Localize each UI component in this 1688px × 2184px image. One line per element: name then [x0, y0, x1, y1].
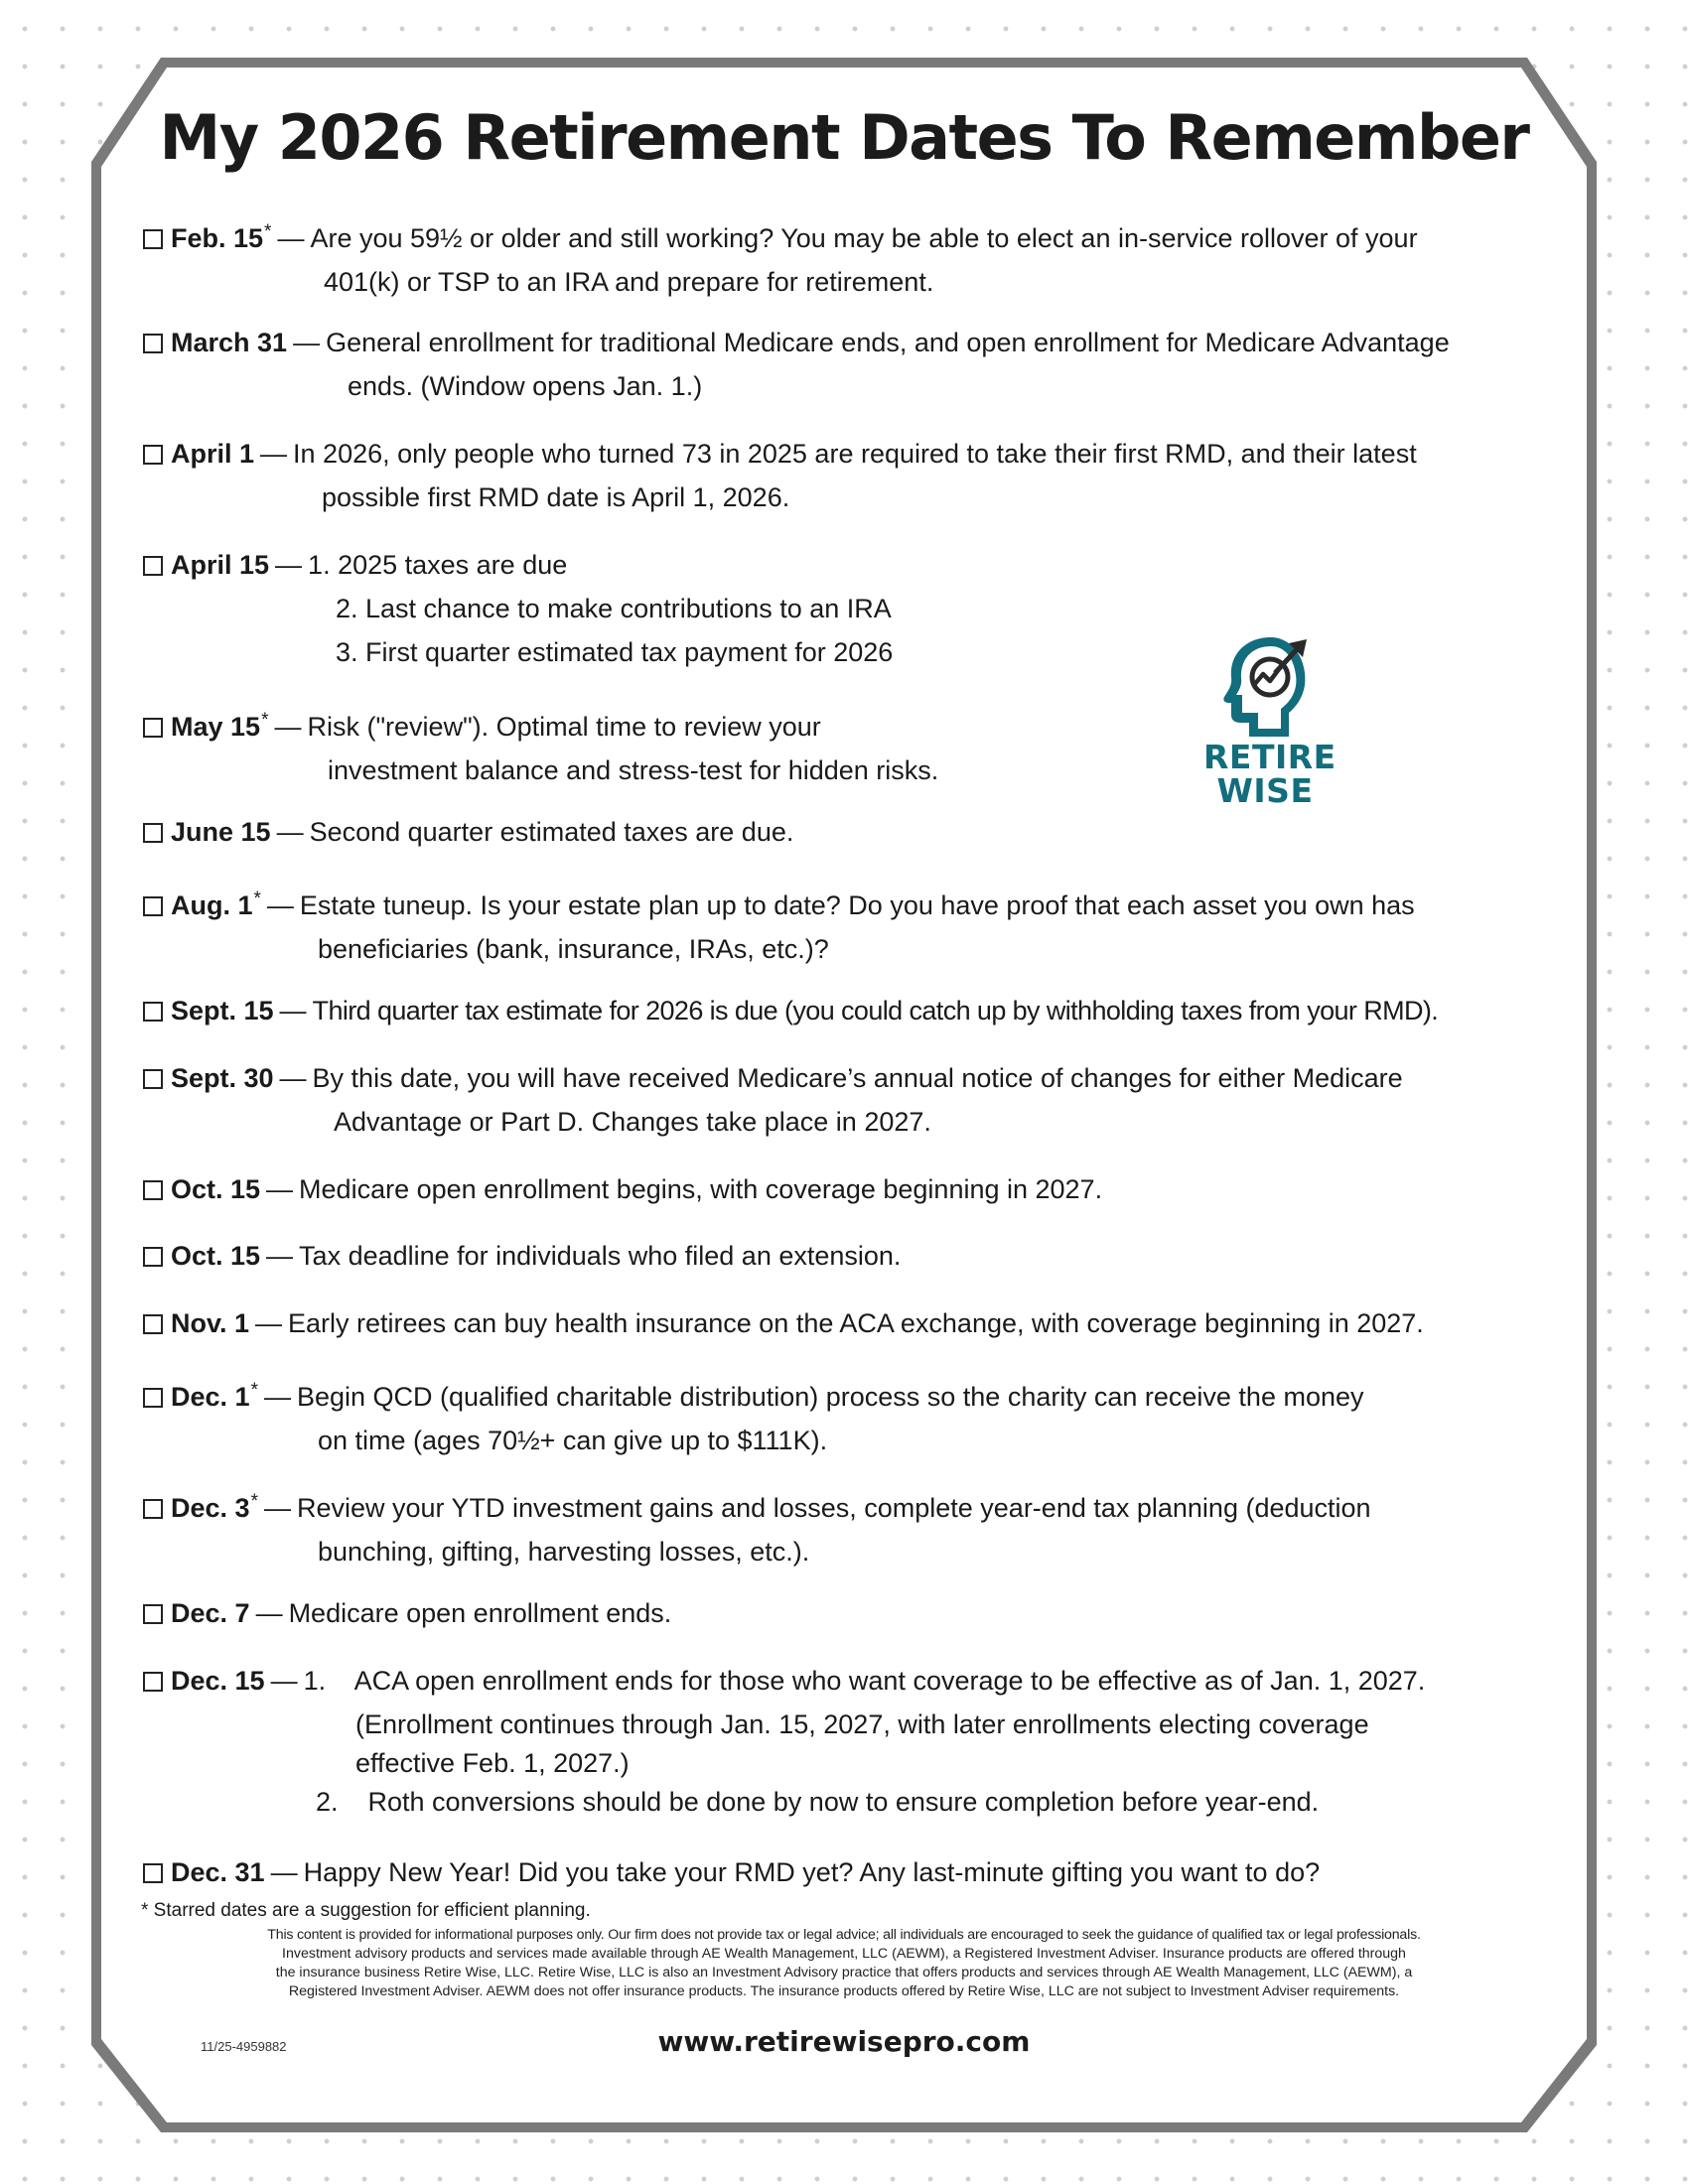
em-dash: — [266, 890, 294, 920]
entry-june-15 [143, 810, 1553, 854]
em-dash: — [275, 550, 303, 580]
entry-dec-7 [143, 1591, 1553, 1635]
entry-march-31 [143, 321, 1553, 408]
entry-text: ends. (Window opens Jan. 1.) [348, 371, 703, 401]
logo-text-retire: RETIRE [1203, 738, 1336, 776]
disclaimer-line: Registered Investment Adviser. AEWM does not offer insurance products. The insurance products offered by Retire Wise, LLC are not subject to Investment Adviser requirements. [288, 1983, 1400, 1999]
entry-text: Review your YTD investment gains and losses, complete year-end tax planning (deduction [296, 1493, 1371, 1523]
disclaimer [0, 1926, 1688, 2001]
entry-date: April 15 [171, 550, 270, 580]
entry-date: April 1 [171, 439, 255, 469]
entry-dec-1 [143, 1369, 1553, 1462]
checkbox-feb-15[interactable] [143, 229, 163, 249]
entry-text: 1. ACA open enrollment ends for those who want coverage to be effective as of Jan. 1, 2027. [303, 1666, 1426, 1696]
footnote: * Starred dates are a suggestion for efficient planning. [141, 1900, 591, 1921]
entry-text: (Enrollment continues through Jan. 15, 2027, with later enrollments electing coverage [355, 1709, 1369, 1739]
em-dash: — [270, 1666, 298, 1696]
entry-text: Early retirees can buy health insurance on the ACA exchange, with coverage beginning in 2027. [288, 1308, 1424, 1338]
star-marker: * [250, 1491, 258, 1512]
em-dash: — [270, 1857, 298, 1887]
entry-text: Medicare open enrollment ends. [288, 1598, 672, 1628]
retire-wise-logo [1203, 629, 1336, 810]
disclaimer-line: Investment advisory products and services made available through AE Wealth Management, LLC (AEWM), a Registered Investment Adviser. Insurance products are offered through [282, 1946, 1406, 1962]
em-dash: — [277, 223, 305, 253]
page-title: My 2026 Retirement Dates To Remember [159, 101, 1529, 174]
entry-text: By this date, you will have received Medicare’s annual notice of changes for either Medicare [312, 1063, 1403, 1093]
entry-text: Medicare open enrollment begins, with coverage beginning in 2027. [299, 1174, 1103, 1204]
star-marker: * [264, 221, 272, 242]
entry-dec-15 [143, 1659, 1553, 1824]
checkbox-march-31[interactable] [143, 334, 163, 353]
entry-text: Are you 59½ or older and still working? You may be able to elect an in-service rollover of your [310, 223, 1418, 253]
disclaimer-line: the insurance business Retire Wise, LLC. Retire Wise, LLC is also an Investment Advisory practice that offers products and services through AE Wealth Management, LLC (AEWM), a [275, 1965, 1413, 1980]
em-dash: — [276, 817, 304, 847]
em-dash: — [293, 328, 321, 357]
em-dash: — [279, 996, 307, 1025]
entry-text: Third quarter tax estimate for 2026 is due (you could catch up by withholding taxes from your RMD). [312, 996, 1439, 1025]
entry-text: possible first RMD date is April 1, 2026. [322, 482, 790, 512]
entry-text: Happy New Year! Did you take your RMD yet? Any last-minute gifting you want to do? [303, 1857, 1321, 1887]
entry-text: Estate tuneup. Is your estate plan up to date? Do you have proof that each asset you own has [299, 890, 1415, 920]
entry-date: Dec. 1 [171, 1382, 250, 1412]
entry-text: Risk ("review"). Optimal time to review your [307, 712, 821, 742]
entry-text: 1. 2025 taxes are due [308, 550, 568, 580]
star-marker: * [253, 888, 261, 909]
checkbox-dec-3[interactable] [143, 1499, 163, 1519]
checkbox-april-15[interactable] [143, 556, 163, 576]
entry-aug-1 [143, 878, 1553, 971]
entry-text: on time (ages 70½+ can give up to $111K). [318, 1426, 828, 1455]
entry-text: In 2026, only people who turned 73 in 2025 are required to take their first RMD, and their latest [293, 439, 1417, 469]
checkbox-april-1[interactable] [143, 445, 163, 465]
checkbox-aug-1[interactable] [143, 896, 163, 916]
checkbox-may-15[interactable] [143, 718, 163, 738]
checkbox-dec-31[interactable] [143, 1863, 163, 1883]
em-dash: — [279, 1063, 307, 1093]
entry-text: Begin QCD (qualified charitable distribution) process so the charity can receive the money [296, 1382, 1364, 1412]
entry-text: beneficiaries (bank, insurance, IRAs, etc.)? [318, 934, 829, 964]
entry-date: Oct. 15 [171, 1241, 261, 1271]
checkbox-dec-7[interactable] [143, 1604, 163, 1624]
entry-april-15 [143, 543, 1553, 674]
entry-date: Dec. 7 [171, 1598, 250, 1628]
entry-feb-15 [143, 210, 1553, 304]
entry-date: Feb. 15 [171, 223, 264, 253]
star-marker: * [261, 710, 269, 731]
checkbox-sept-30[interactable] [143, 1069, 163, 1089]
checkbox-june-15[interactable] [143, 823, 163, 843]
entry-date: Sept. 30 [171, 1063, 274, 1093]
entry-text: 2. Last chance to make contributions to an IRA [336, 594, 892, 623]
em-dash: — [255, 1308, 283, 1338]
entry-date: Dec. 15 [171, 1666, 265, 1696]
checkbox-oct-15-medicare[interactable] [143, 1180, 163, 1200]
entry-nov-1 [143, 1301, 1553, 1345]
entry-date: June 15 [171, 817, 271, 847]
entry-date: Aug. 1 [171, 890, 253, 920]
em-dash: — [260, 439, 288, 469]
em-dash: — [274, 712, 302, 742]
star-marker: * [250, 1380, 258, 1401]
entry-oct-15-medicare [143, 1167, 1553, 1211]
disclaimer-line: This content is provided for informational purposes only. Our firm does not provide tax or legal advice; all individuals are encouraged to seek the guidance of qualified tax or legal professionals. [267, 1927, 1421, 1943]
entry-dec-31 [143, 1850, 1553, 1894]
em-dash: — [266, 1174, 294, 1204]
entry-text: Advantage or Part D. Changes take place in 2027. [334, 1107, 931, 1137]
entry-date: May 15 [171, 712, 261, 742]
em-dash: — [263, 1493, 291, 1523]
logo-text-wise: WISE [1216, 771, 1314, 810]
entry-oct-15-tax [143, 1234, 1553, 1278]
entry-text: investment balance and stress-test for hidden risks. [328, 755, 939, 785]
checkbox-oct-15-tax[interactable] [143, 1247, 163, 1267]
checkbox-dec-1[interactable] [143, 1388, 163, 1408]
checkbox-dec-15[interactable] [143, 1672, 163, 1692]
entry-date: Oct. 15 [171, 1174, 261, 1204]
head-with-upward-arrow-icon [1215, 629, 1315, 741]
entry-date: Nov. 1 [171, 1308, 250, 1338]
document-code: 11/25-4959882 [201, 2039, 287, 2054]
checkbox-nov-1[interactable] [143, 1314, 163, 1334]
entry-sept-30 [143, 1056, 1553, 1144]
checkbox-sept-15[interactable] [143, 1002, 163, 1022]
em-dash: — [263, 1382, 291, 1412]
entry-text: Second quarter estimated taxes are due. [309, 817, 794, 847]
website-url: www.retirewisepro.com [657, 2025, 1031, 2058]
entry-date: Dec. 31 [171, 1857, 265, 1887]
entry-text: effective Feb. 1, 2027.) [355, 1748, 630, 1778]
entry-april-1 [143, 432, 1553, 519]
em-dash: — [255, 1598, 283, 1628]
entry-date: Sept. 15 [171, 996, 274, 1025]
entry-text: Tax deadline for individuals who filed an extension. [299, 1241, 902, 1271]
entry-text: General enrollment for traditional Medicare ends, and open enrollment for Medicare Advantage [326, 328, 1450, 357]
entry-text: bunching, gifting, harvesting losses, etc.). [318, 1537, 810, 1567]
entry-dec-3 [143, 1480, 1553, 1573]
entry-sept-15 [143, 989, 1553, 1032]
entry-text: 401(k) or TSP to an IRA and prepare for retirement. [324, 267, 934, 297]
entry-date: March 31 [171, 328, 288, 357]
entry-text: 2. Roth conversions should be done by now to ensure completion before year-end. [316, 1787, 1320, 1817]
entry-text: 3. First quarter estimated tax payment for 2026 [336, 637, 894, 667]
entry-may-15 [143, 699, 1553, 792]
em-dash: — [266, 1241, 294, 1271]
entry-date: Dec. 3 [171, 1493, 250, 1523]
